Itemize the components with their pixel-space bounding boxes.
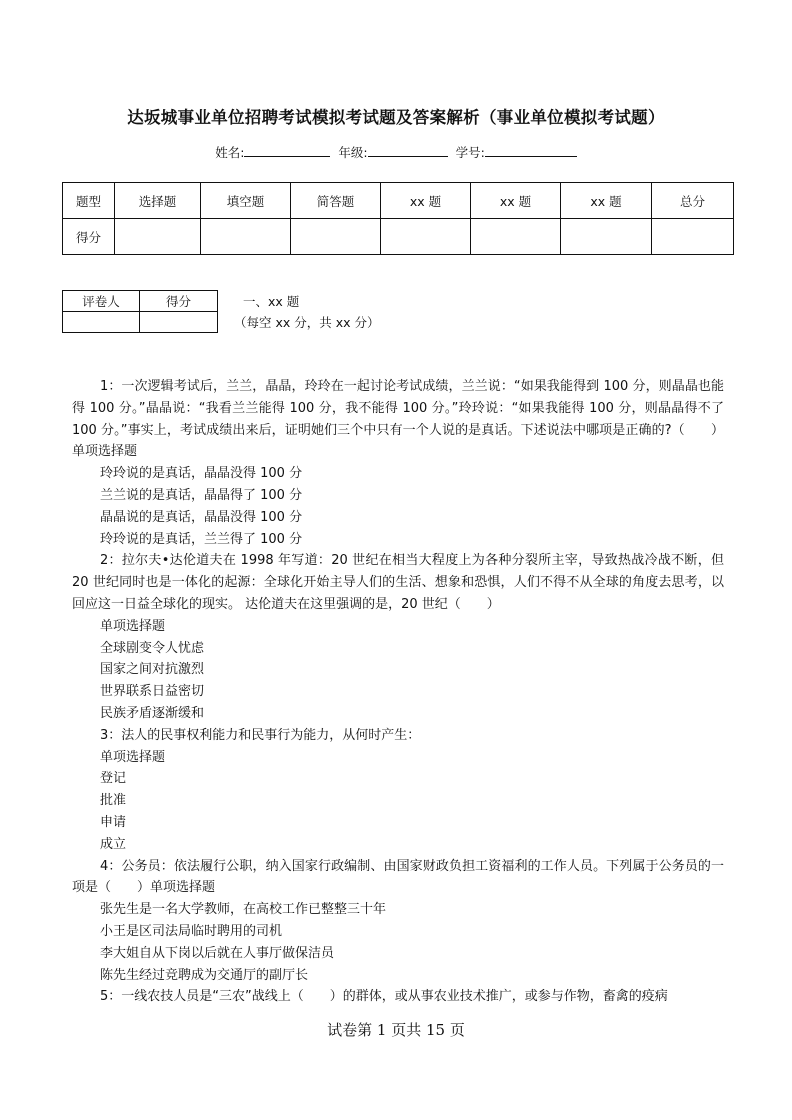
question-text: 3：法人的民事权利能力和民事行为能力，从何时产生： [100,727,421,743]
grade-label: 年级: [338,145,368,160]
score-row-label: 得分 [63,219,115,255]
question-option[interactable]: 申请 [100,814,127,830]
reviewer-label: 评卷人 [63,291,140,312]
question-option[interactable]: 世界联系日益密切 [100,684,205,700]
score-table-header-cell: 选择题 [115,183,201,219]
document-title: 达坂城事业单位招聘考试模拟考试题及答案解析（事业单位模拟考试题） [127,108,665,127]
score-table-header-cell: 总分 [652,183,734,219]
question-text: 5：一线农技人员是“三农”战线上（ ）的群体，或从事农业技术推广，或参与作物，畜禽的疫病 [100,989,668,1005]
question-option[interactable]: 兰兰说的是真话，晶晶得了 100 分 [100,487,303,503]
score-cell[interactable] [291,219,381,255]
question-text: 2：拉尔夫•达伦道夫在 1998 年写道：20 世纪在相当大程度上为各种分裂所主宰，导致热战冷战不断，但 20 世纪同时也是一体化的起源：全球化开始主导人们的生活、想象和恐惧，人们不得不从全球的角度去思考，以回应这一日益全球化的现实。 达伦道夫在这里强调的是，20 世纪（ ） [72,553,724,612]
student-id-label: 学号: [455,145,485,160]
page-footer: 试卷第 1 页共 15 页 [327,1021,465,1039]
reviewer-cell[interactable] [63,312,140,333]
score-table-header-cell: xx 题 [471,183,561,219]
score-table-header-cell: 填空题 [201,183,291,219]
question-type-label: 单项选择题 [100,749,166,765]
score-table-header-cell: 简答题 [291,183,381,219]
score-cell[interactable] [115,219,201,255]
question-text: 1：一次逻辑考试后，兰兰，晶晶，玲玲在一起讨论考试成绩，兰兰说：“如果我能得到 100 分，则晶晶也能得 100 分。”晶晶说：“我看兰兰能得 100 分，我不能得 100 分。”玲玲说：“如果我能得 100 分，则晶晶得不了 100 分。”事实上，考试成绩出来后，证明她们三个中只有一个人说的是真话。下述说法中哪项是正确的?（ ）单项选择题 [72,379,724,460]
question-option[interactable]: 陈先生经过竞聘成为交通厅的副厅长 [100,967,309,983]
score-table-score-row [63,219,734,255]
score-table-header-cell: 题型 [63,183,115,219]
score-cell[interactable] [381,219,471,255]
section-note: （每空 xx 分，共 xx 分） [234,315,380,330]
score-cell[interactable] [201,219,291,255]
question-text: 4：公务员：依法履行公职，纳入国家行政编制、由国家财政负担工资福利的工作人员。下列属于公务员的一项是（ ）单项选择题 [72,858,724,896]
name-label: 姓名: [215,145,245,160]
grader-table [62,290,218,333]
question-option[interactable]: 全球剧变令人忧虑 [100,640,205,656]
question-option[interactable]: 批准 [100,793,127,809]
question-option[interactable]: 登记 [100,771,127,787]
score-table-header-cell: xx 题 [561,183,652,219]
student-info-line [0,143,792,161]
question-option[interactable]: 国家之间对抗激烈 [100,662,205,678]
student-id-field[interactable] [485,144,577,157]
score-cell[interactable] [471,219,561,255]
question-option[interactable]: 玲玲说的是真话，兰兰得了 100 分 [100,531,303,547]
grader-score-cell[interactable] [140,312,218,333]
question-option[interactable]: 玲玲说的是真话，晶晶没得 100 分 [100,466,303,482]
question-option[interactable]: 张先生是一名大学教师，在高校工作已整整三十年 [100,902,387,918]
question-type-label: 单项选择题 [100,618,166,634]
score-cell[interactable] [561,219,652,255]
name-field[interactable] [244,144,330,157]
score-table-header-row [63,183,734,219]
score-cell[interactable] [652,219,734,255]
grade-field[interactable] [368,144,448,157]
question-list [72,376,724,1008]
score-table-header-cell: xx 题 [381,183,471,219]
question-option[interactable]: 民族矛盾逐渐缓和 [100,705,205,721]
grader-score-label: 得分 [140,291,218,312]
question-option[interactable]: 晶晶说的是真话，晶晶没得 100 分 [100,509,303,525]
section-title: 一、xx 题 [243,294,300,309]
question-option[interactable]: 成立 [100,836,127,852]
question-option[interactable]: 小王是区司法局临时聘用的司机 [100,923,283,939]
score-table [62,182,734,255]
question-option[interactable]: 李大姐自从下岗以后就在人事厅做保洁员 [100,945,335,961]
